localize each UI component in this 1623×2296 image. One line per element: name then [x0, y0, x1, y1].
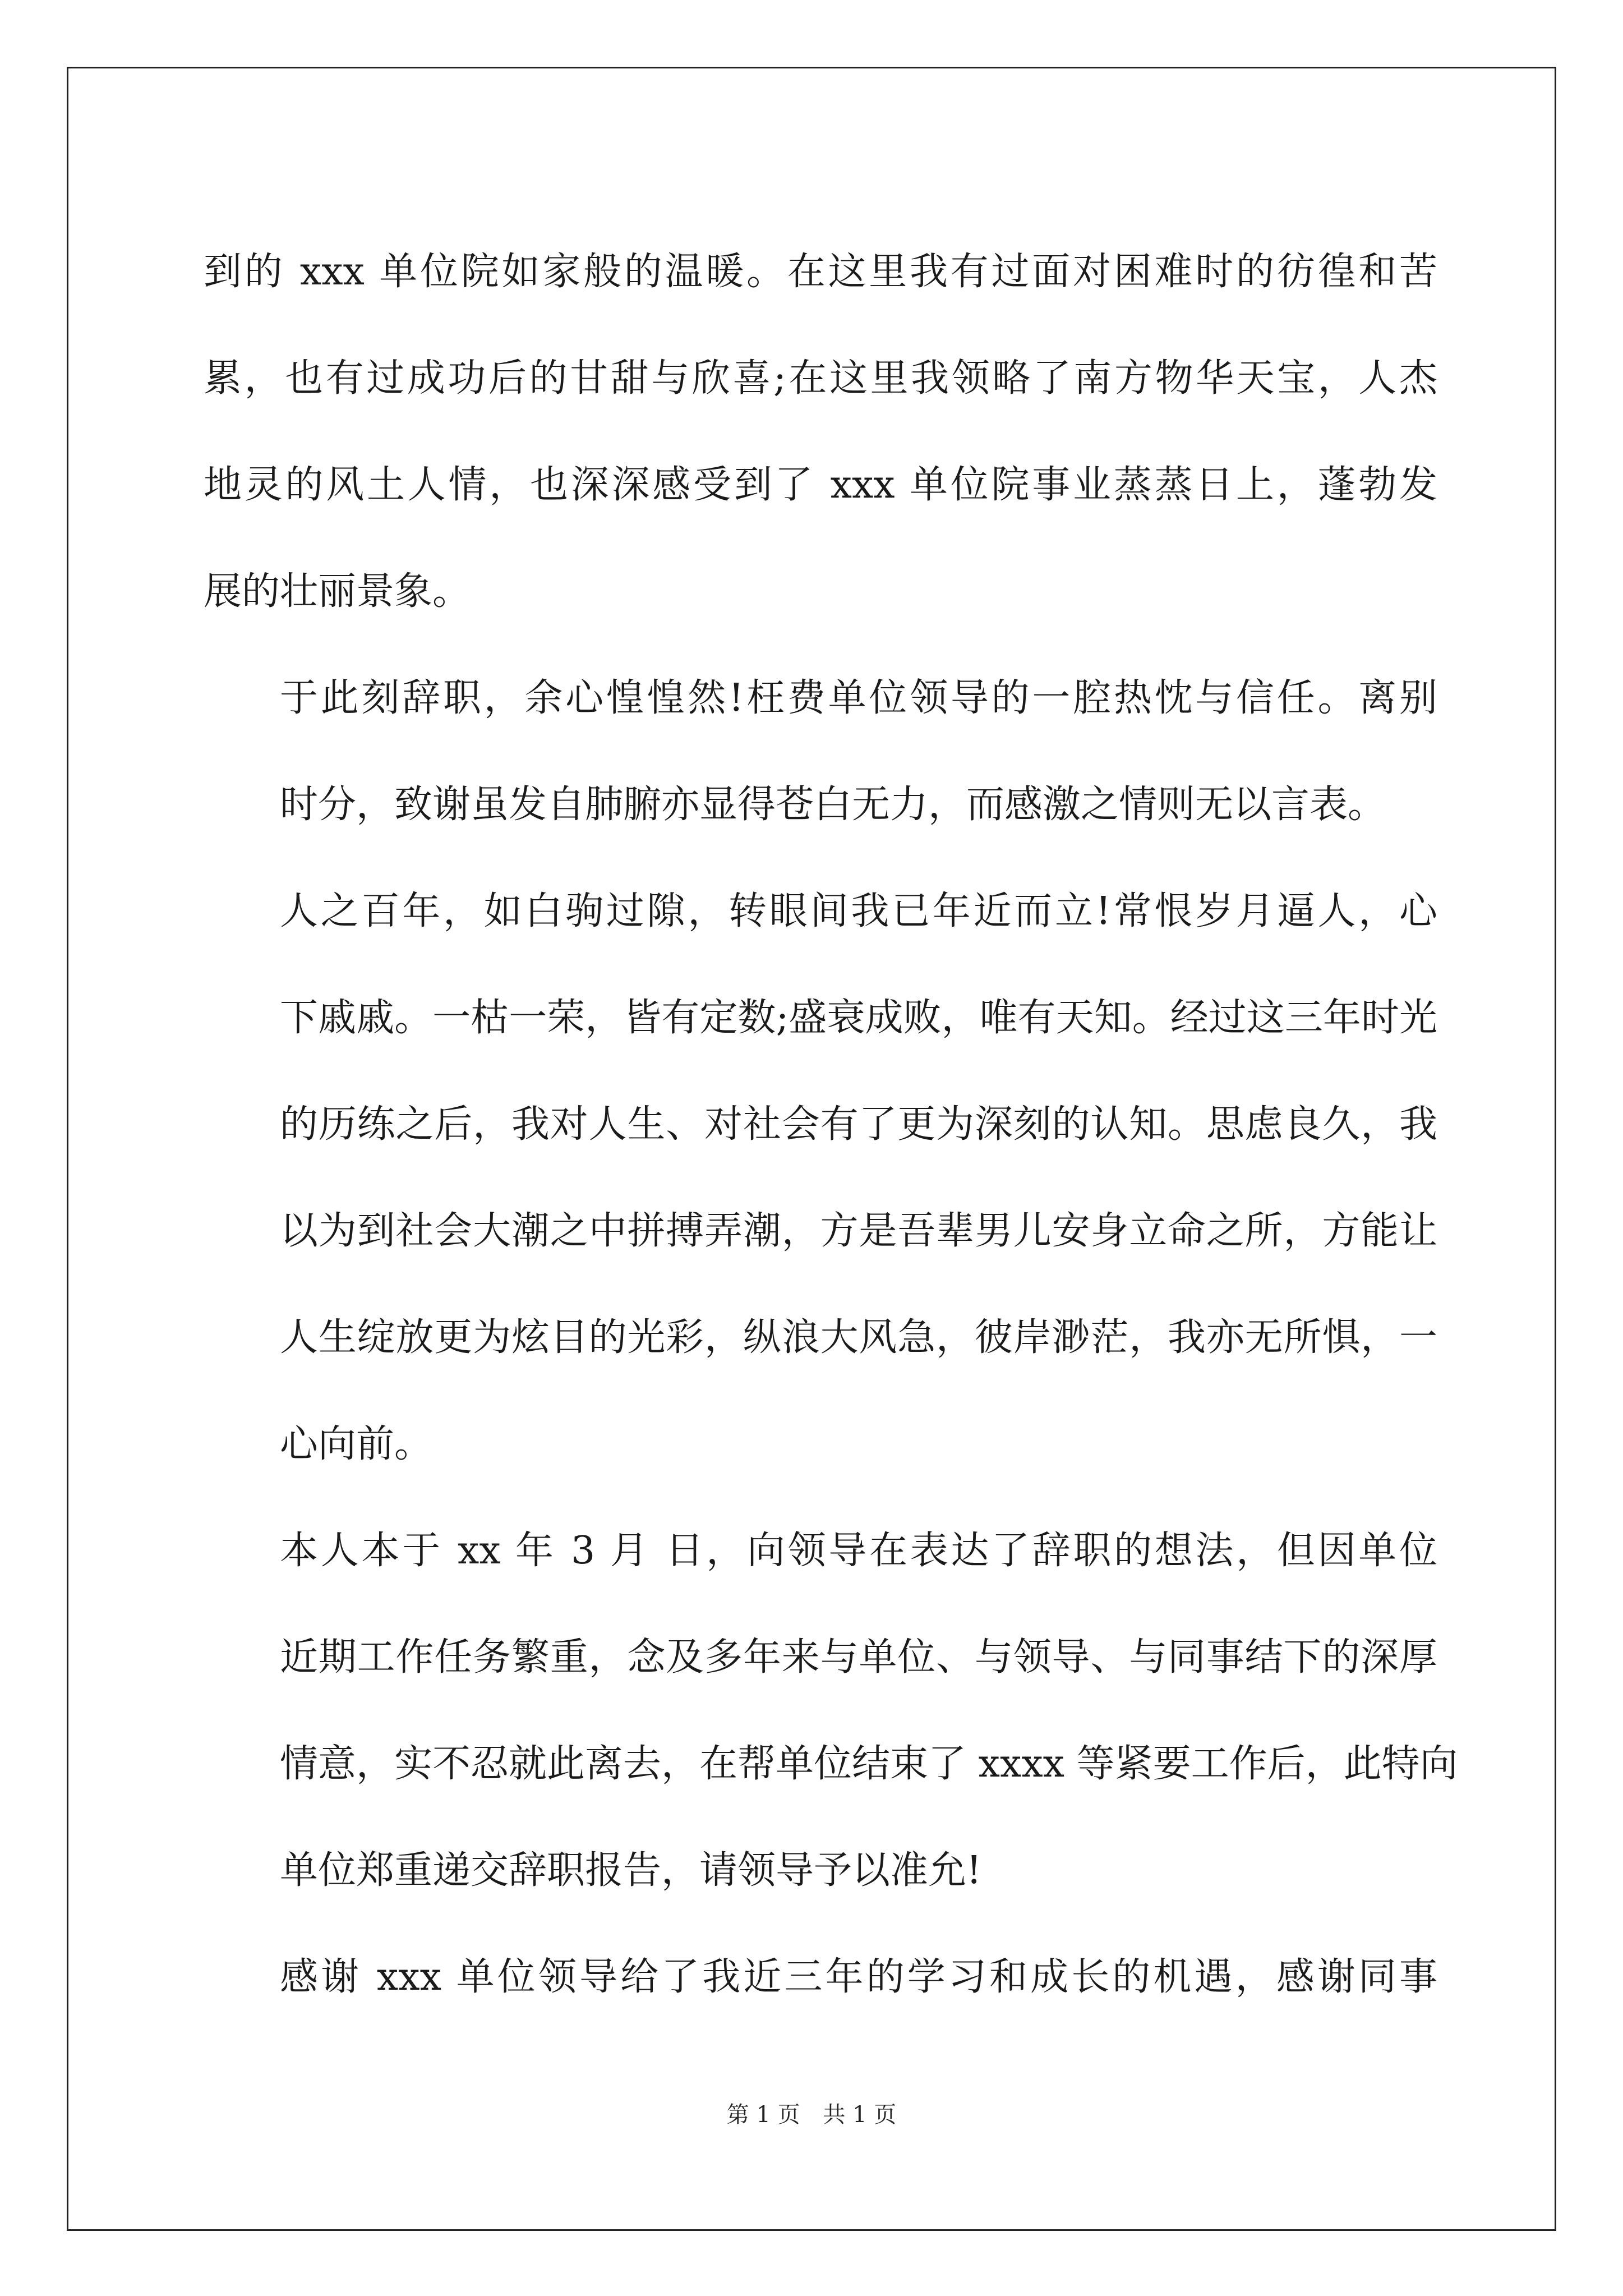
text-line: 人之百年，如白驹过隙，转眼间我已年近而立!常恨岁月逼人，心 [280, 889, 1437, 933]
paragraph-3 [204, 858, 1437, 1498]
text-line: 于此刻辞职，余心惶惶然!枉费单位领导的一腔热忱与信任。离别 [280, 676, 1437, 720]
text-line: 人生绽放更为炫目的光彩，纵浪大风急，彼岸渺茫，我亦无所惧，一 [280, 1315, 1437, 1360]
text-line: 时分，致谢虽发自肺腑亦显得苍白无力，而感激之情则无以言表。 [280, 783, 1386, 827]
text-line: 的历练之后，我对人生、对社会有了更为深刻的认知。思虑良久，我 [280, 1102, 1437, 1147]
page-footer [0, 2101, 1623, 2129]
paragraph-1 [204, 219, 1437, 645]
text-line: 地灵的风土人情，也深深感受到了 xxx 单位院事业蒸蒸日上，蓬勃发 [204, 463, 1437, 507]
text-line: 展的壮丽景象。 [204, 569, 471, 614]
text-line: 下戚戚。一枯一荣，皆有定数;盛衰成败，唯有天知。经过这三年时光 [280, 996, 1437, 1040]
text-line: 到的 xxx 单位院如家般的温暖。在这里我有过面对困难时的彷徨和苦 [204, 250, 1437, 294]
text-line: 本人本于 xx 年 3 月 日，向领导在表达了辞职的想法，但因单位 [280, 1529, 1437, 1573]
text-line: 情意，实不忍就此离去，在帮单位结束了 xxxx 等紧要工作后，此特向 [280, 1742, 1458, 1786]
text-line: 累，也有过成功后的甘甜与欣喜;在这里我领略了南方物华天宝，人杰 [204, 356, 1437, 401]
text-line: 近期工作任务繁重，念及多年来与单位、与领导、与同事结下的深厚 [280, 1635, 1437, 1680]
page-total: 共 1 页 [823, 2102, 897, 2128]
text-line: 以为到社会大潮之中拼搏弄潮，方是吾辈男儿安身立命之所，方能让 [280, 1209, 1437, 1253]
text-line: 感谢 xxx 单位领导给了我近三年的学习和成长的机遇，感谢同事 [280, 1955, 1437, 1999]
page-number: 第 1 页 [726, 2102, 800, 2128]
paragraph-2 [204, 645, 1437, 858]
paragraph-4 [204, 1498, 1458, 1924]
paragraph-5 [204, 1924, 1437, 2031]
text-line: 心向前。 [280, 1422, 433, 1466]
text-line: 单位郑重递交辞职报告，请领导予以准允! [280, 1848, 982, 1893]
document-body [204, 219, 1458, 2031]
